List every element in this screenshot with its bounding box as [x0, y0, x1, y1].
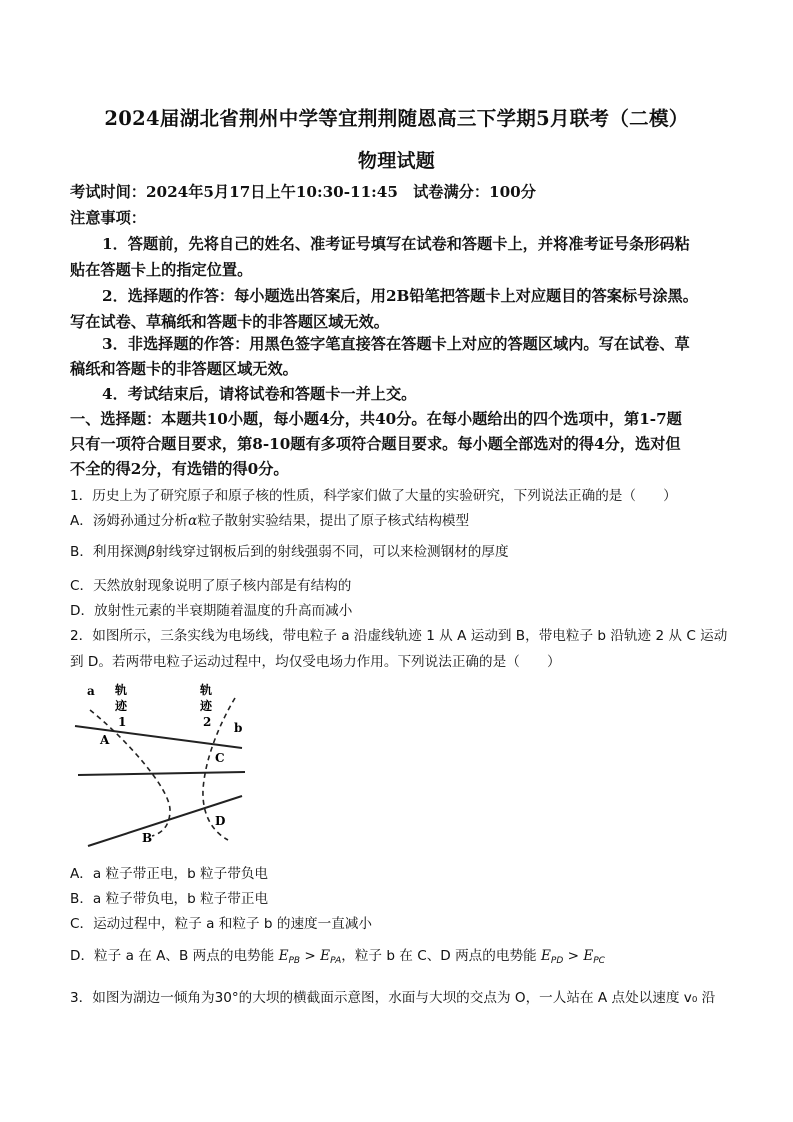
label-a: a [87, 684, 95, 698]
label-b: b [234, 721, 243, 735]
q2-stem-line1: 2．如图所示，三条实线为电场线，带电粒子 a 沿虚线轨迹 1 从 A 运动到 B，带电粒子 b 沿轨迹 2 从 C 运动 [70, 628, 728, 644]
notice-line: 写在试卷、草稿纸和答题卡的非答题区域无效。 [70, 313, 389, 331]
q2-option-d-text: D．粒子 a 在 A、B 两点的电势能 [70, 948, 279, 964]
q2-option-d-text2: ，粒子 b 在 C、D 两点的电势能 [341, 948, 541, 964]
section-instructions: 只有一项符合题目要求，第8-10题有多项符合题目要求。每小题全部选对的得4分，选对但 [70, 435, 681, 453]
energy-subscript: PD [550, 956, 564, 966]
beta-symbol: β [147, 544, 156, 560]
electric-field-figure [70, 678, 255, 850]
q2-stem-line2: 到 D。若两带电粒子运动过程中，均仅受电场力作用。下列说法正确的是（ ） [70, 654, 561, 670]
q2-option-a: A．a 粒子带正电，b 粒子带负电 [70, 866, 269, 882]
traj2-label: 迹 [200, 699, 213, 713]
q1-option-b [70, 540, 735, 560]
q1-stem: 1．历史上为了研究原子和原子核的性质，科学家们做了大量的实验研究，下列说法正确的是（ ） [70, 488, 677, 504]
traj1-number: 1 [118, 715, 127, 729]
section-instructions: 不全的得2分，有选错的得0分。 [70, 460, 289, 478]
q1-option-a-text: A．汤姆孙通过分析 [70, 513, 189, 529]
energy-symbol: E [320, 948, 331, 964]
q2-option-b: B．a 粒子带负电，b 粒子带正电 [70, 891, 269, 907]
q1-option-a [70, 509, 735, 529]
alpha-symbol: α [188, 513, 198, 529]
notice-line: 贴在答题卡上的指定位置。 [70, 261, 253, 279]
field-line-middle [78, 772, 245, 775]
notice-line: 2．选择题的作答：每小题选出答案后，用2B铅笔把答题卡上对应题目的答案标号涂黑。 [102, 287, 698, 305]
traj1-label: 迹 [115, 699, 128, 713]
point-D: D [215, 814, 226, 828]
notice-line: 4．考试结束后，请将试卷和答题卡一并上交。 [102, 385, 417, 403]
greater-than: > [563, 948, 584, 964]
q1-option-d: D．放射性元素的半衰期随着温度的升高而减小 [70, 603, 353, 619]
exam-time-line: 考试时间：2024年5月17日上午10:30-11:45 试卷满分：100分 [70, 183, 536, 201]
section-instructions: 一、选择题：本题共10小题，每小题4分，共40分。在每小题给出的四个选项中，第1-7题 [70, 410, 682, 428]
q1-option-c: C．天然放射现象说明了原子核内部是有结构的 [70, 578, 352, 594]
q1-option-b-text2: 射线穿过钢板后到的射线强弱不同，可以来检测钢材的厚度 [155, 544, 509, 560]
energy-symbol: E [540, 948, 551, 964]
exam-title: 2024届湖北省荆州中学等宜荆荆随恩高三下学期5月联考（二模） [104, 107, 689, 130]
point-A: A [100, 733, 110, 747]
notice-heading: 注意事项： [70, 209, 146, 227]
point-B: B [142, 831, 153, 845]
greater-than: > [300, 948, 321, 964]
traj2-label: 轨 [200, 683, 213, 697]
energy-symbol: E [583, 948, 594, 964]
notice-line: 3．非选择题的作答：用黑色签字笔直接答在答题卡上对应的答题区域内。写在试卷、草 [102, 335, 690, 353]
exam-subtitle: 物理试题 [357, 150, 436, 172]
notice-line: 稿纸和答题卡的非答题区域无效。 [70, 360, 298, 378]
q2-option-c: C．运动过程中，粒子 a 和粒子 b 的速度一直减小 [70, 916, 373, 932]
q2-option-d [70, 944, 735, 966]
traj2-number: 2 [203, 715, 212, 729]
notice-line: 1．答题前，先将自己的姓名、准考证号填写在试卷和答题卡上，并将准考证号条形码粘 [102, 235, 690, 253]
energy-subscript: PB [288, 956, 301, 966]
q3-stem-line1: 3．如图为湖边一倾角为30°的大坝的横截面示意图，水面与大坝的交点为 O，一人站在 A 点处以速度 v₀ 沿 [70, 990, 716, 1006]
q1-option-b-text: B．利用探测 [70, 544, 148, 560]
energy-subscript: PA [330, 956, 342, 966]
energy-symbol: E [278, 948, 289, 964]
q1-option-a-text2: 粒子散射实验结果，提出了原子核式结构模型 [197, 513, 470, 529]
traj1-label: 轨 [115, 683, 128, 697]
energy-subscript: PC [593, 956, 605, 966]
point-C: C [215, 751, 225, 765]
